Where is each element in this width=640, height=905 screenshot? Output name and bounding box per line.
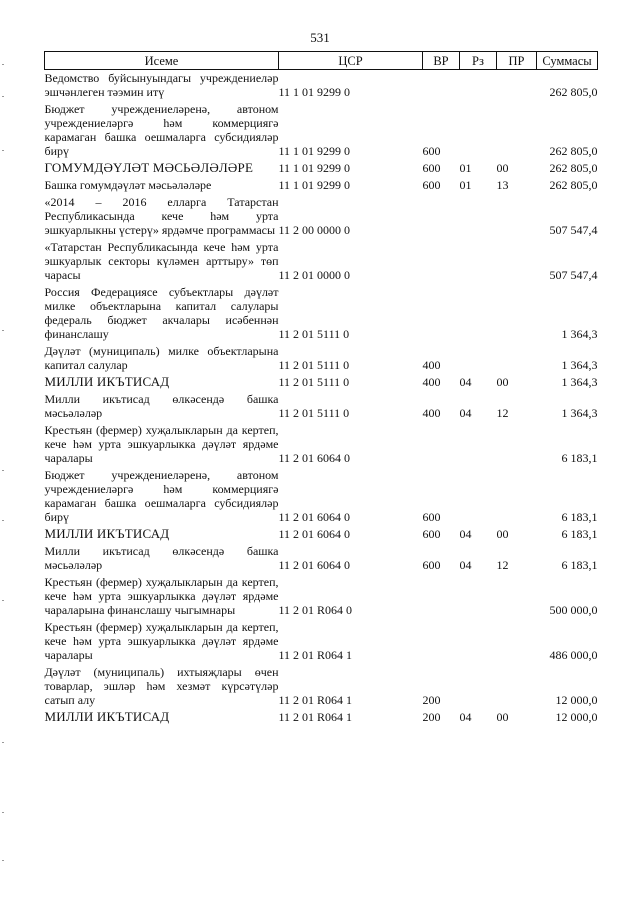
cell-sum: 6 183,1 bbox=[561, 558, 598, 572]
cell-name: Крестьян (фермер) хуҗалыкларын да кертеп, кече һәм урта эшкуарлыкка дәүләт ярдәме чаралары bbox=[44, 423, 279, 465]
cell-rz bbox=[460, 101, 497, 160]
cell-pr bbox=[497, 619, 537, 664]
cell-rz bbox=[460, 239, 497, 284]
cell-vr: 600 bbox=[422, 144, 441, 158]
cell-pr: 12 bbox=[496, 406, 509, 420]
cell-vr bbox=[423, 284, 460, 343]
cell-csr: 11 2 00 0000 0 bbox=[278, 223, 351, 237]
table-row bbox=[45, 422, 598, 467]
cell-csr: 11 2 01 R064 1 bbox=[278, 693, 353, 707]
cell-rz: 01 bbox=[459, 161, 472, 175]
cell-rz bbox=[460, 574, 497, 619]
cell-sum: 507 547,4 bbox=[549, 223, 598, 237]
cell-vr: 400 bbox=[422, 406, 441, 420]
table-row bbox=[45, 160, 598, 177]
cell-rz bbox=[460, 284, 497, 343]
cell-sum: 6 183,1 bbox=[561, 527, 598, 541]
cell-pr bbox=[497, 70, 537, 102]
cell-rz: 04 bbox=[459, 406, 472, 420]
cell-sum: 1 364,3 bbox=[561, 358, 598, 372]
table-row bbox=[45, 101, 598, 160]
cell-name: Милли икътисад өлкәсендә башка мәсьәләләр bbox=[44, 392, 279, 420]
table-row bbox=[45, 619, 598, 664]
cell-name: Бюджет учреждениеләренә, автоном учреждениеләргә һәм коммерциягә карамаган башка оешмаларга субсидияләр бирү bbox=[44, 102, 279, 158]
cell-csr: 11 2 01 R064 1 bbox=[278, 648, 353, 662]
table-row bbox=[45, 70, 598, 102]
table-row bbox=[45, 574, 598, 619]
cell-name: ГОМУМДӘҮЛӘТ МӘСЬӘЛӘЛӘРЕ bbox=[44, 160, 254, 175]
cell-pr: 13 bbox=[496, 178, 509, 192]
page-number: 531 bbox=[310, 30, 330, 45]
table-header-row bbox=[45, 52, 598, 70]
cell-sum: 1 364,3 bbox=[561, 327, 598, 341]
cell-csr: 11 1 01 9299 0 bbox=[278, 144, 351, 158]
table-row bbox=[45, 526, 598, 543]
cell-name: Крестьян (фермер) хуҗалыкларын да кертеп, кече һәм урта эшкуарлыкка дәүләт ярдәме чаралары bbox=[44, 620, 279, 662]
cell-rz: 04 bbox=[459, 375, 472, 389]
cell-pr: 00 bbox=[496, 161, 509, 175]
cell-name: Дәүләт (муниципаль) ихтыяҗлары өчен товарлар, эшләр һәм хезмәт күрсәтүләр сатып алу bbox=[44, 665, 279, 707]
cell-name: МИЛЛИ ИКЪТИСАД bbox=[44, 374, 170, 389]
cell-rz bbox=[460, 619, 497, 664]
cell-vr bbox=[423, 619, 460, 664]
cell-pr bbox=[497, 467, 537, 526]
cell-rz: 01 bbox=[459, 178, 472, 192]
cell-csr: 11 1 01 9299 0 bbox=[278, 161, 351, 175]
header-pr: ПР bbox=[497, 52, 537, 70]
cell-sum: 262 805,0 bbox=[549, 85, 598, 99]
budget-table bbox=[44, 51, 598, 726]
cell-rz bbox=[460, 467, 497, 526]
cell-rz bbox=[460, 664, 497, 709]
table-row bbox=[45, 239, 598, 284]
cell-vr: 600 bbox=[422, 161, 441, 175]
cell-vr: 600 bbox=[422, 178, 441, 192]
cell-name: Крестьян (фермер) хуҗалыкларын да кертеп, кече һәм урта эшкуарлыкка дәүләт ярдәме чараларына финанслашу чыгымнары bbox=[44, 575, 279, 617]
cell-pr: 00 bbox=[496, 710, 509, 724]
header-csr: ЦСР bbox=[279, 52, 423, 70]
cell-pr: 00 bbox=[496, 527, 509, 541]
cell-sum: 262 805,0 bbox=[549, 161, 598, 175]
cell-vr bbox=[423, 194, 460, 239]
table-row bbox=[45, 374, 598, 391]
cell-sum: 6 183,1 bbox=[561, 510, 598, 524]
cell-csr: 11 2 01 5111 0 bbox=[278, 358, 350, 372]
cell-sum: 1 364,3 bbox=[561, 406, 598, 420]
table-row bbox=[45, 709, 598, 726]
table-row bbox=[45, 664, 598, 709]
cell-vr: 200 bbox=[422, 710, 441, 724]
cell-csr: 11 2 01 6064 0 bbox=[278, 558, 351, 572]
table-row bbox=[45, 543, 598, 574]
cell-name: Башка гомумдәүләт мәсьәләләре bbox=[44, 178, 212, 192]
cell-rz bbox=[460, 194, 497, 239]
cell-rz: 04 bbox=[459, 710, 472, 724]
cell-csr: 11 2 01 5111 0 bbox=[278, 406, 350, 420]
cell-name: Бюджет учреждениеләренә, автоном учреждениеләргә һәм коммерциягә карамаган башка оешмаларга субсидияләр бирү bbox=[44, 468, 279, 524]
cell-sum: 12 000,0 bbox=[555, 710, 598, 724]
cell-vr: 400 bbox=[422, 375, 441, 389]
cell-rz bbox=[460, 422, 497, 467]
cell-pr bbox=[497, 284, 537, 343]
cell-rz: 04 bbox=[459, 558, 472, 572]
cell-csr: 11 2 01 6064 0 bbox=[278, 451, 351, 465]
cell-name: Дәүләт (муниципаль) милке объектларына капитал салулар bbox=[44, 344, 279, 372]
cell-sum: 262 805,0 bbox=[549, 144, 598, 158]
cell-vr: 600 bbox=[422, 510, 441, 524]
cell-pr bbox=[497, 343, 537, 374]
table-row bbox=[45, 194, 598, 239]
cell-csr: 11 2 01 5111 0 bbox=[278, 375, 350, 389]
cell-rz bbox=[460, 343, 497, 374]
cell-pr bbox=[497, 664, 537, 709]
header-rz: Рз bbox=[460, 52, 497, 70]
table-row bbox=[45, 284, 598, 343]
cell-pr bbox=[497, 101, 537, 160]
cell-name: МИЛЛИ ИКЪТИСАД bbox=[44, 526, 170, 541]
table-row bbox=[45, 467, 598, 526]
cell-name: Милли икътисад өлкәсендә башка мәсьәләләр bbox=[44, 544, 279, 572]
table-row bbox=[45, 343, 598, 374]
cell-pr: 00 bbox=[496, 375, 509, 389]
cell-sum: 262 805,0 bbox=[549, 178, 598, 192]
cell-csr: 11 2 01 6064 0 bbox=[278, 510, 351, 524]
cell-sum: 486 000,0 bbox=[549, 648, 598, 662]
cell-pr bbox=[497, 194, 537, 239]
cell-vr: 600 bbox=[422, 527, 441, 541]
cell-csr: 11 2 01 5111 0 bbox=[278, 327, 350, 341]
cell-pr: 12 bbox=[496, 558, 509, 572]
header-sum: Суммасы bbox=[537, 52, 598, 70]
cell-vr bbox=[423, 574, 460, 619]
cell-csr: 11 2 01 6064 0 bbox=[278, 527, 351, 541]
cell-name: «2014 – 2016 елларга Татарстан Республикасында кече һәм урта эшкуарлыкны үстерү» ярдәмче программасы bbox=[44, 195, 279, 237]
cell-vr bbox=[423, 422, 460, 467]
cell-sum: 507 547,4 bbox=[549, 268, 598, 282]
cell-csr: 11 2 01 R064 1 bbox=[278, 710, 353, 724]
cell-vr bbox=[423, 70, 460, 102]
cell-pr bbox=[497, 239, 537, 284]
table-row bbox=[45, 177, 598, 194]
cell-csr: 11 1 01 9299 0 bbox=[278, 178, 351, 192]
cell-sum: 1 364,3 bbox=[561, 375, 598, 389]
cell-csr: 11 2 01 R064 0 bbox=[278, 603, 353, 617]
cell-sum: 12 000,0 bbox=[555, 693, 598, 707]
table-row bbox=[45, 391, 598, 422]
cell-name: Россия Федерациясе субъектлары дәүләт милке объектларына капитал салулары федераль бюджет акчалары исәбеннән финанслашу bbox=[44, 285, 279, 341]
cell-pr bbox=[497, 422, 537, 467]
cell-sum: 500 000,0 bbox=[549, 603, 598, 617]
cell-csr: 11 1 01 9299 0 bbox=[278, 85, 351, 99]
cell-vr: 200 bbox=[422, 693, 441, 707]
cell-name: «Татарстан Республикасында кече һәм урта эшкуарлык секторы күләмен арттыру» төп чарасы bbox=[44, 240, 279, 282]
header-vr: ВР bbox=[423, 52, 460, 70]
cell-vr: 600 bbox=[422, 558, 441, 572]
cell-pr bbox=[497, 574, 537, 619]
cell-sum: 6 183,1 bbox=[561, 451, 598, 465]
cell-csr: 11 2 01 0000 0 bbox=[278, 268, 351, 282]
cell-vr: 400 bbox=[422, 358, 441, 372]
cell-rz bbox=[460, 70, 497, 102]
cell-name: Ведомство буйсынуындагы учреждениеләр эшчәнлеген тәэмин итү bbox=[44, 71, 279, 99]
cell-vr bbox=[423, 239, 460, 284]
header-name: Исеме bbox=[45, 52, 279, 70]
cell-rz: 04 bbox=[459, 527, 472, 541]
cell-name: МИЛЛИ ИКЪТИСАД bbox=[44, 709, 170, 724]
